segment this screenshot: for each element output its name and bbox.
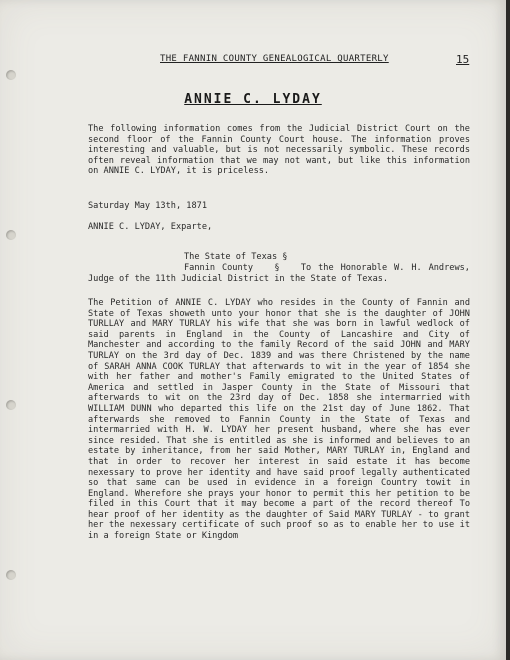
county-line: Fannin County [184,263,254,273]
binding-hole [6,70,16,80]
venue-block [184,252,287,263]
running-head: THE FANNIN COUNTY GENEALOGICAL QUARTERLY [160,54,389,64]
petition-paragraph: The Petition of ANNIE C. LYDAY who resides in the County of Fannin and State of Texas showeth unto your honor that she is the daughter of JOHN TURLLAY and MARY TURLAY his wife that she was born in lawful wedlock of said parents in England in the County of Lancashire and City of Manchester and according to the family Record of the said JOHN and MARY TURLAY on the 3rd day of Dec. 1839 and was there Christened by the name of SARAH ANNA COOK TURLAY that afterwards to wit in the year of 1854 she with her father and mother's Family emigrated to the United States of America and settled in Jasper County in the State of Missouri that afterwards to wit on the 23rd day of Dec. 1858 she intermarried with WILLIAM DUNN who departed this life on the 21st day of June 1862. That afterwards she removed to Fannin County in the State of Texas and intermarried with H. W. LYDAY her present husband, where she has ever since resided. That she is entitled as she is informed and believes to an estate by inheritance, from her said Mother, MARY TURLAY in, England and that in order to recover her interest in said estate it has become nexessary to prove her identity and have said proof legally authenticated so that same can be used in evidence in a foreign Country towit in England. Wherefore she prays your honor to permit this her petition to be filed in this Court that it may become a part of the record thereof To hear proof of her identity as the daughter of Said MARY TURLAY - to grant her the nexessary certificate of such proof so as to enable her to use it in a foreign State or Kingdom [88,298,470,542]
binding-hole [6,570,16,580]
binding-hole [6,230,16,240]
date-line: Saturday May 13th, 1871 [88,201,207,211]
case-line: ANNIE C. LYDAY, Exparte, [88,222,213,232]
county-mark: § [274,263,280,273]
binding-hole [6,400,16,410]
state-line: The State of Texas § [184,252,288,262]
page-number: 15 [456,53,470,66]
intro-paragraph: The following information comes from the Judicial District Court on the second floor of the Fannin County Court house. The information proves interesting and valuable, but is not necessarily symbolic. These records often reveal information that we may not want, but like this information on ANNIE C. LYDAY, it is priceless. [88,124,470,177]
article-title: ANNIE C. LYDAY [184,92,322,107]
address-text: To the Honorable W. H. Andrews, Judge of the 11th Judicial District in the State of Texas. [88,263,470,284]
address-paragraph [88,263,470,284]
